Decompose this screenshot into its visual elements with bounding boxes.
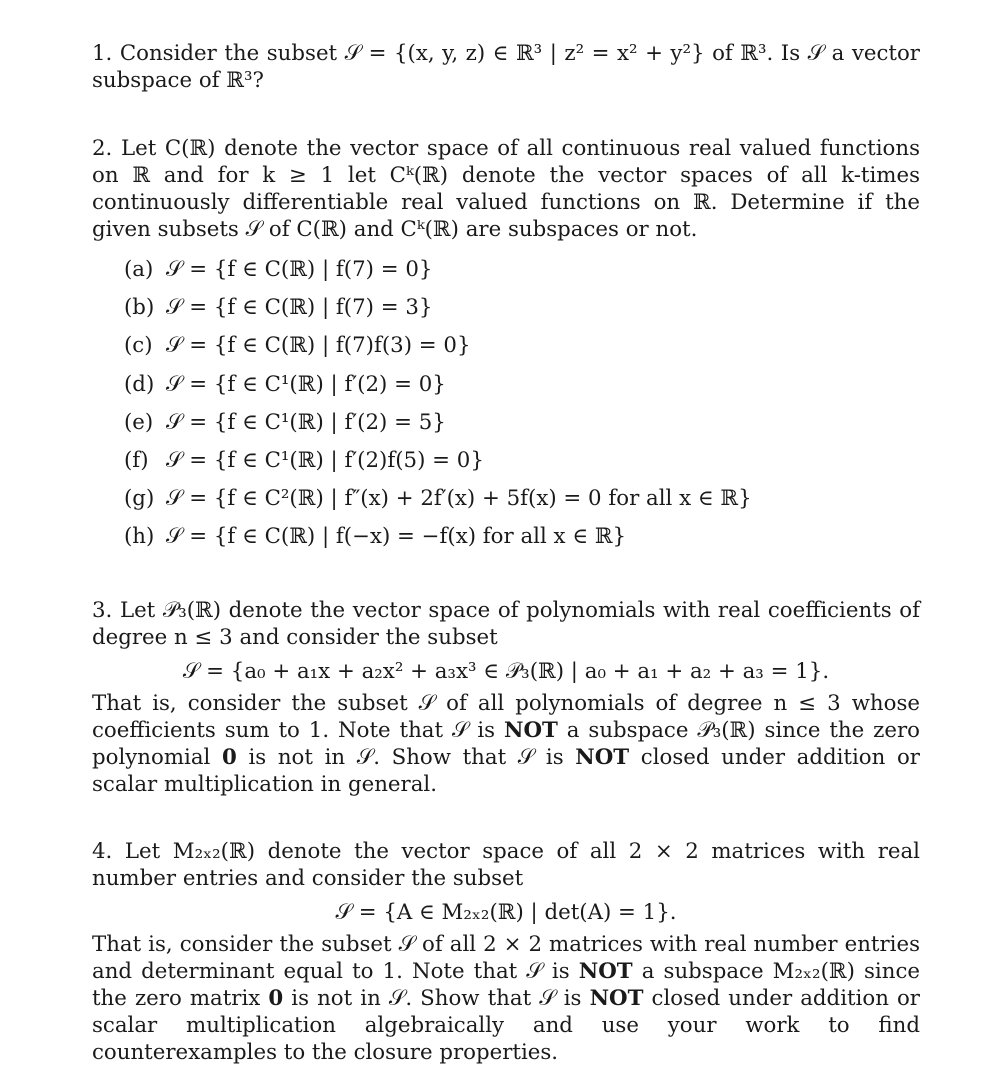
subproblem-h <box>124 518 920 556</box>
display-equation: 𝒮 = {a₀ + a₁x + a₂x² + a₃x³ ∈ 𝒫₃(ℝ) | a₀ + a₁ + a₂ + a₃ = 1}. <box>182 658 830 684</box>
problem-number: 4. <box>92 838 113 864</box>
subproblem-label: (e) <box>124 409 154 435</box>
body-text: is not in 𝒮. Show that 𝒮 is <box>248 744 564 770</box>
problem-text: Let M₂ₓ₂(ℝ) denote the vector space of all 2 × 2 matrices with real number entries and consider the subset <box>92 838 920 891</box>
emphasis-not: NOT <box>589 985 644 1011</box>
problem-4-intro <box>92 838 920 892</box>
subproblem-label: (g) <box>124 486 155 512</box>
subproblem-expression: 𝒮 = {f ∈ C²(ℝ) | f″(x) + 2f′(x) + 5f(x) = 0 for all x ∈ ℝ} <box>166 486 752 512</box>
problem-4-body <box>92 931 920 1066</box>
problem-text: Let 𝒫₃(ℝ) denote the vector space of polynomials with real coefficients of degree n ≤ 3 and consider the subset <box>92 597 920 650</box>
subproblem-label: (c) <box>124 333 153 359</box>
problem-number: 1. <box>92 41 113 66</box>
problem-3-body <box>92 690 920 798</box>
emphasis-not: NOT <box>575 744 630 770</box>
body-text: closed under addition or scalar multiplication in general. <box>92 744 920 797</box>
subproblem-f <box>124 442 920 480</box>
emphasis-not: NOT <box>578 958 633 984</box>
zero-matrix-symbol: 0 <box>268 985 284 1011</box>
subproblem-g <box>124 480 920 518</box>
subproblem-expression: 𝒮 = {f ∈ C(ℝ) | f(−x) = −f(x) for all x ∈ ℝ} <box>166 524 627 550</box>
subproblem-expression: 𝒮 = {f ∈ C(ℝ) | f(7)f(3) = 0} <box>166 333 471 359</box>
subproblem-expression: 𝒮 = {f ∈ C(ℝ) | f(7) = 0} <box>166 257 433 282</box>
subproblem-b <box>124 289 920 327</box>
problem-3 <box>92 597 920 798</box>
subproblem-e <box>124 404 920 442</box>
problem-3-intro <box>92 597 920 651</box>
body-text: a subspace 𝒫₃(ℝ) since the zero polynomial <box>92 717 920 770</box>
subproblem-expression: 𝒮 = {f ∈ C¹(ℝ) | f′(2) = 5} <box>166 409 446 435</box>
subproblem-label: (h) <box>124 524 155 550</box>
problem-text: Consider the subset 𝒮 = {(x, y, z) ∈ ℝ³ | z² = x² + y²} of ℝ³. Is 𝒮 a vector subspace of ℝ³? <box>92 41 920 93</box>
subproblem-expression: 𝒮 = {f ∈ C(ℝ) | f(7) = 3} <box>166 295 433 321</box>
problem-2 <box>92 135 920 557</box>
problem-2-intro <box>92 135 920 243</box>
emphasis-not: NOT <box>504 717 558 743</box>
subproblem-label: (f) <box>124 447 149 473</box>
subproblem-label: (d) <box>124 371 155 397</box>
subproblem-label: (a) <box>124 257 154 282</box>
body-text: is not in 𝒮. Show that 𝒮 is <box>291 985 582 1011</box>
body-text: closed under addition or scalar multiplication algebraically and use your work to find counterexamples to the closure properties. <box>92 985 920 1065</box>
problem-1 <box>92 40 920 94</box>
subproblem-label: (b) <box>124 295 155 321</box>
subproblem-list <box>92 251 920 557</box>
subproblem-expression: 𝒮 = {f ∈ C¹(ℝ) | f′(2) = 0} <box>166 371 446 397</box>
subproblem-a <box>124 251 920 289</box>
problem-4 <box>92 838 920 1066</box>
problem-text: Let C(ℝ) denote the vector space of all continuous real valued functions on ℝ and for k ≥ 1 let Cᵏ(ℝ) denote the vector spaces of all k-times continuously differentiable real valued functions on ℝ. Determine if the given subsets 𝒮 of C(ℝ) and Cᵏ(ℝ) are subspaces or not. <box>92 136 920 242</box>
problem-number: 2. <box>92 136 113 161</box>
problem-number: 3. <box>92 597 113 623</box>
body-text: That is, consider the subset 𝒮 of all polynomials of degree n ≤ 3 whose coefficients sum to 1. Note that 𝒮 is <box>92 690 920 743</box>
subproblem-c <box>124 327 920 365</box>
problem-sheet <box>92 40 920 1066</box>
subproblem-d <box>124 366 920 404</box>
body-text: That is, consider the subset 𝒮 of all 2 × 2 matrices with real number entries and determinant equal to 1. Note that 𝒮 is <box>92 931 920 984</box>
problem-1-text <box>92 40 920 94</box>
body-text: a subspace M₂ₓ₂(ℝ) since the zero matrix <box>92 958 920 1011</box>
display-equation: 𝒮 = {A ∈ M₂ₓ₂(ℝ) | det(A) = 1}. <box>335 899 677 925</box>
zero-polynomial-symbol: 0 <box>222 744 237 770</box>
subproblem-expression: 𝒮 = {f ∈ C¹(ℝ) | f′(2)f(5) = 0} <box>166 447 484 473</box>
